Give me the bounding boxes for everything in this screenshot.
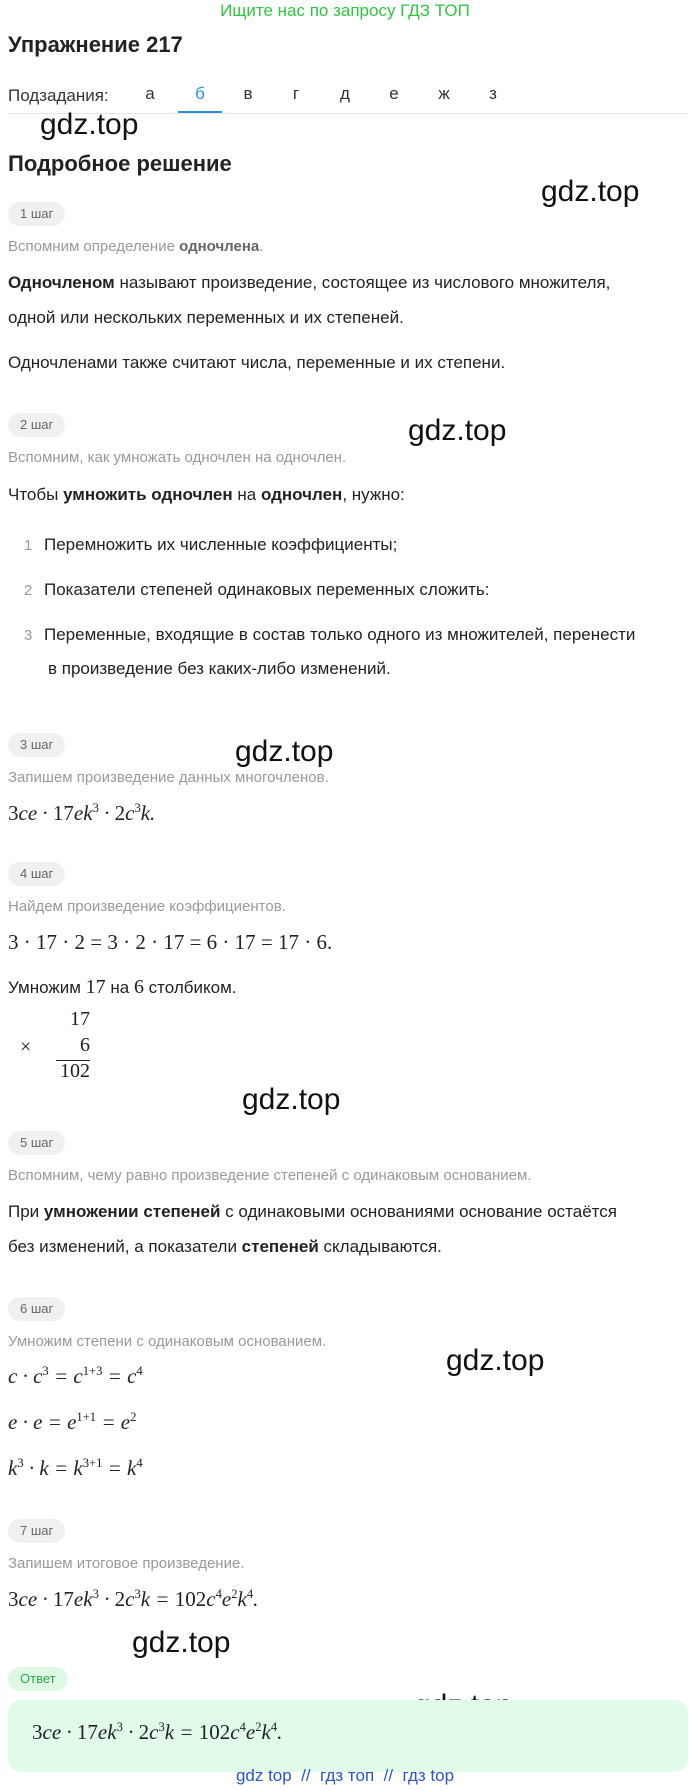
watermark: gdz.top [541,175,640,208]
step-badge-5: 5 шаг [8,1131,65,1155]
step-6-formula-c: $c \cdot c^3 = c^{1+3} = c^4$ [8,1364,143,1388]
subtasks-label: Подзадания: [8,86,109,105]
watermark: gdz.top [408,414,507,447]
step-badge-1: 1 шаг [8,202,65,226]
answer-badge: Ответ [8,1667,68,1691]
tab-z[interactable]: з [489,84,497,103]
step-1-definition: Одночленом называют произведение, состоящее из числового множителя, [8,273,611,292]
list-item-number: 1 [24,537,33,554]
step-6-formula-k: $k^3 \cdot k = k^{3+1} = k^4$ [8,1456,143,1480]
step-5-rule: При умножении степеней с одинаковыми основаниями основание остаётся [8,1202,617,1221]
step-7-formula: $3ce \cdot 17ek^3 \cdot 2c^3k = 102c^4e^2k^4$. [8,1587,259,1611]
step-2-rule: Чтобы умножить одночлен на одночлен, нужно: [8,485,405,504]
page-title: Упражнение 217 [8,32,183,57]
watermark: gdz.top [242,1083,341,1116]
step-badge-2: 2 шаг [8,413,65,437]
step-4-hint: Найдем произведение коэффициентов. [8,898,286,915]
step-7-hint: Запишем итоговое произведение. [8,1555,245,1572]
step-badge-3: 3 шаг [8,733,65,757]
column-result: 102 [60,1060,90,1082]
column-mid: 6 [80,1034,90,1056]
tab-e[interactable]: е [389,84,399,103]
step-5-rule-cont: без изменений, а показатели степеней складываются. [8,1237,442,1256]
step-2-hint: Вспомним, как умножать одночлен на одночлен. [8,449,347,466]
tab-zh[interactable]: ж [438,84,450,103]
answer-formula: $3ce \cdot 17ek^3 \cdot 2c^3k = 102c^4e^2k^4$. [32,1720,283,1744]
section-title: Подробное решение [8,151,232,176]
tab-g[interactable]: г [292,84,300,103]
list-item-number: 2 [24,582,33,599]
step-3-formula: $3ce \cdot 17ek^3 \cdot 2c^3k$. [8,801,156,825]
step-5-hint: Вспомним, чему равно произведение степеней с одинаковым основанием. [8,1167,532,1184]
step-1-note: Одночленами также считают числа, переменные и их степени. [8,353,506,372]
tab-b[interactable]: б [195,84,205,103]
step-badge-6: 6 шаг [8,1297,65,1321]
step-badge-4: 4 шаг [8,862,65,886]
step-4-column-intro: Умножим 17 на 6 столбиком. [8,976,237,998]
list-item: Переменные, входящие в состав только одного из множителей, перенести [44,625,636,644]
tab-v[interactable]: в [243,84,253,103]
tab-a[interactable]: а [145,84,155,103]
step-4-formula: 3 · 17 · 2 = 3 · 2 · 17 = 6 · 17 = 17 · 6. [8,930,333,954]
list-item-number: 3 [24,627,33,644]
watermark: gdz.top [132,1626,231,1659]
list-item-cont: в произведение без каких-либо изменений. [48,659,391,678]
tab-d[interactable]: д [340,84,350,103]
step-3-hint: Запишем произведение данных многочленов. [8,769,329,786]
multiply-sign: × [20,1036,32,1058]
step-1-hint: Вспомним определение одночлена. [8,238,264,255]
step-6-formula-e: $e \cdot e = e^{1+1} = e^2$ [8,1410,137,1434]
watermark: gdz.top [40,108,139,141]
step-badge-7: 7 шаг [8,1519,65,1543]
active-tab-indicator [178,111,222,113]
watermark: gdz.top [235,735,334,768]
step-1-definition-cont: одной или нескольких переменных и их степеней. [8,308,404,327]
step-6-hint: Умножим степени с одинаковым основанием. [8,1333,327,1350]
watermark: gdz.top [446,1344,545,1377]
list-item: Перемножить их численные коэффициенты; [44,535,398,554]
column-top: 17 [70,1008,90,1030]
search-banner: Ищите нас по запросу ГДЗ ТОП [220,1,470,20]
footer-links[interactable]: gdz top // гдз топ // гдз top [235,1766,455,1785]
list-item: Показатели степеней одинаковых переменных сложить: [44,580,490,599]
